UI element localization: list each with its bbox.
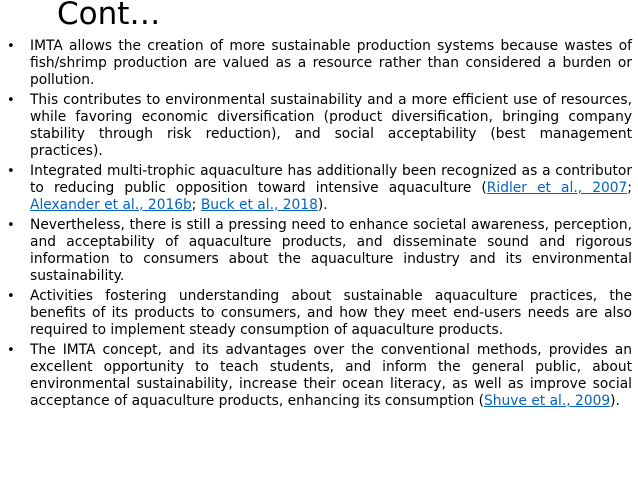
citation-link-ridler-2007[interactable]: Ridler et al., 2007 [486, 179, 628, 196]
bullet-dot-icon: • [7, 342, 15, 358]
bullet-text: IMTA allows the creation of more sustainable production systems because wastes of fish/shrimp production are valued as a resource rather than considered a burden or pollution. [30, 38, 632, 89]
bullet-dot-icon: • [7, 39, 15, 54]
bullet-text: Integrated multi-trophic aquaculture has additionally been recognized as a contributor to reducing public opposition toward intensive aquaculture ( [30, 162, 632, 196]
bullet-text: This contributes to environmental sustainability and a more efficient use of resources, while favoring economic diversification (product diversification, bringing company stability through risk reduction), and social acceptability (best management practices). [30, 91, 632, 160]
bullet-item-2 [0, 92, 638, 160]
bullet-dot-icon: • [7, 92, 15, 108]
bullet-item-4 [0, 217, 638, 285]
slide-title: Cont… [57, 0, 161, 32]
citation-separator: ; [191, 197, 201, 214]
bullet-item-6 [0, 342, 638, 410]
bullet-text: Nevertheless, there is still a pressing need to enhance societal awareness, perception, and acceptability of aquaculture products, and disseminate sound and rigorous information to consumers about the aquaculture industry and its environmental sustainability. [30, 216, 632, 284]
citation-separator: ; [627, 179, 632, 196]
bullet-item-5 [0, 288, 638, 339]
bullet-item-1 [0, 38, 638, 89]
bullet-dot-icon: • [7, 163, 15, 179]
bullet-text-end: ). [317, 197, 328, 214]
bullet-text: Activities fostering understanding about sustainable aquaculture practices, the benefits of its products to consumers, and how they meet end-users needs are also required to implement steady consumption of aquaculture products. [30, 287, 632, 338]
bullet-dot-icon: • [7, 288, 15, 304]
bullet-dot-icon: • [7, 217, 15, 233]
bullet-text: The IMTA concept, and its advantages over the conventional methods, provides an excellent opportunity to teach students, and inform the general public, about environmental sustainability, increase their ocean literacy, as well as improve social acceptance of aquaculture products, enhancing its consumption ( [30, 341, 632, 409]
citation-link-buck-2018[interactable]: Buck et al., 2018 [200, 197, 318, 214]
bullet-list [0, 38, 638, 413]
bullet-text-end: ). [610, 392, 620, 409]
citation-link-alexander-2016b[interactable]: Alexander et al., 2016b [30, 197, 192, 214]
citation-link-shuve-2009[interactable]: Shuve et al., 2009 [484, 392, 611, 409]
bullet-item-3 [0, 163, 638, 214]
